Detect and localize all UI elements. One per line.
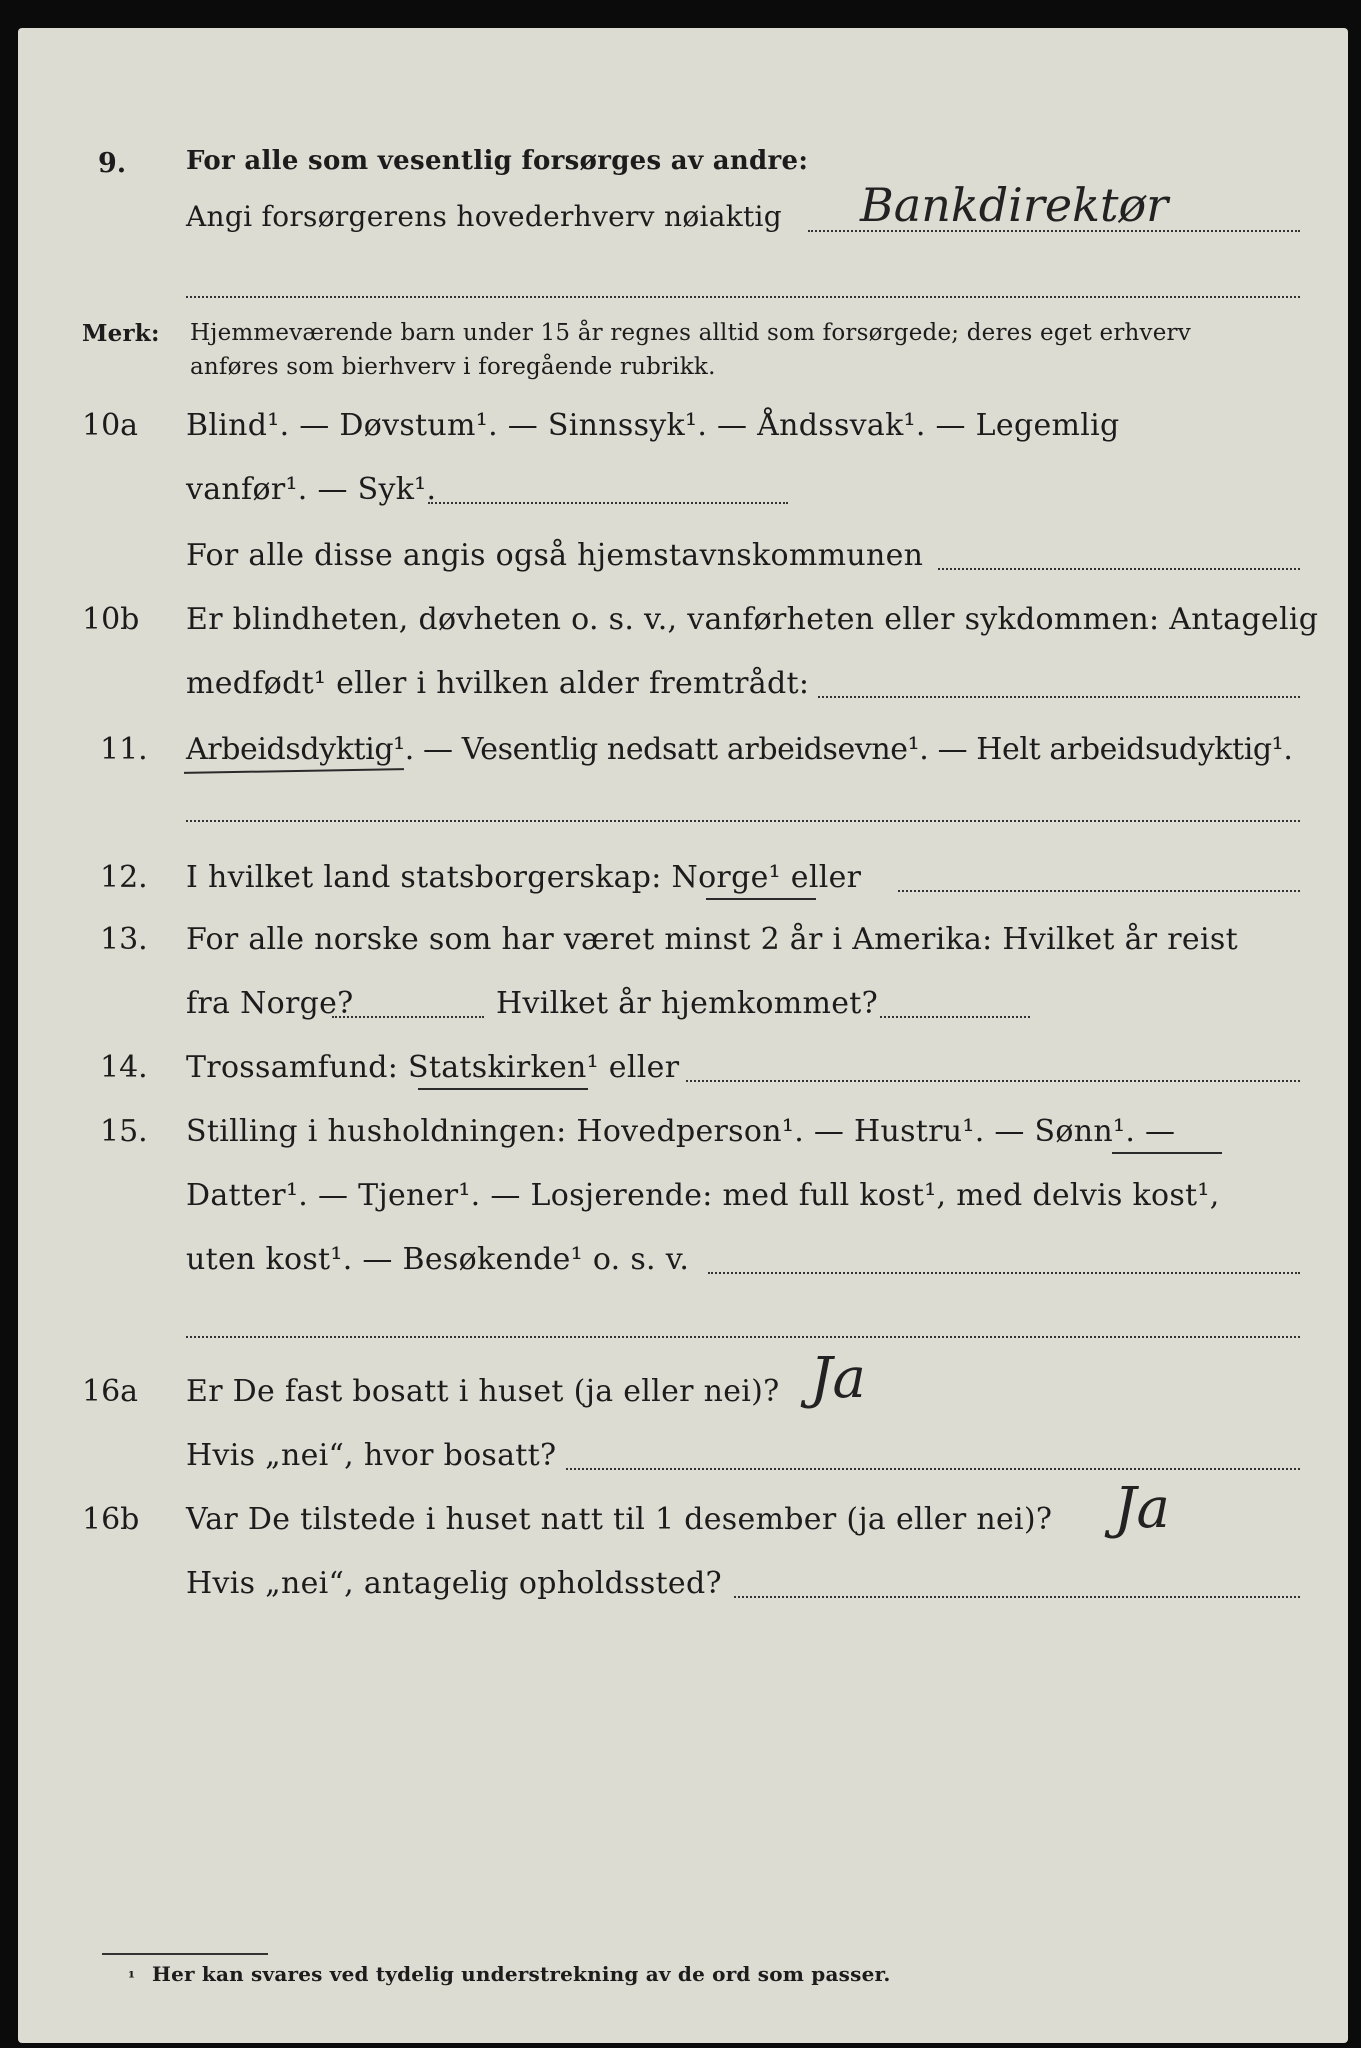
q12-line1: I hvilket land statsborgerskap: Norge¹ eller — [186, 860, 862, 895]
q9-number: 9. — [98, 148, 127, 179]
q16a-line1: Er De fast bosatt i huset (ja eller nei)? — [186, 1374, 780, 1409]
q15-line3: uten kost¹. — Besøkende¹ o. s. v. — [186, 1242, 690, 1277]
q16b-line1: Var De tilstede i huset natt til 1 desember (ja eller nei)? — [186, 1502, 1053, 1537]
q16a-line2: Hvis „nei“, hvor bosatt? — [186, 1438, 557, 1473]
q10a-line2-answer-line — [428, 502, 788, 504]
q12-underline-norge — [706, 898, 816, 900]
q16a-answer-line — [566, 1468, 1300, 1470]
q15-line2: Datter¹. — Tjener¹. — Losjerende: med full kost¹, med delvis kost¹, — [186, 1178, 1220, 1213]
merk-line2: anføres som bierhverv i foregående rubrikk. — [190, 354, 716, 380]
merk-line1: Hjemmeværende barn under 15 år regnes alltid som forsørgede; deres eget erhverv — [190, 320, 1191, 346]
q14-underline-statskirken — [418, 1088, 588, 1090]
q16a-number: 16a — [82, 1374, 139, 1409]
q10a-line3-answer-line — [938, 568, 1300, 570]
q10b-line1: Er blindheten, døvheten o. s. v., vanførheten eller sykdommen: Antagelig — [186, 602, 1319, 637]
q16b-line2: Hvis „nei“, antagelig opholdssted? — [186, 1566, 722, 1601]
q13-number: 13. — [100, 922, 148, 957]
q9-handwritten-answer: Bankdirektør — [860, 178, 1169, 232]
q9-extra-line — [186, 296, 1300, 298]
q11-underline-arbeidsdyktig — [184, 768, 404, 774]
q15-underline-sonn — [1112, 1152, 1222, 1154]
q10a-number: 10a — [82, 408, 139, 443]
q12-answer-line — [898, 890, 1300, 892]
q10a-line3: For alle disse angis også hjemstavnskommunen — [186, 538, 924, 573]
footnote-text: Her kan svares ved tydelig understrekning av de ord som passer. — [152, 1962, 891, 1986]
q9-line1: For alle som vesentlig forsørges av andre: — [186, 146, 809, 176]
census-form-page — [18, 28, 1348, 2043]
q15-line1: Stilling i husholdningen: Hovedperson¹. — Hustru¹. — Sønn¹. — — [186, 1114, 1176, 1149]
q15-answer-line — [708, 1272, 1300, 1274]
q13-line2b: Hvilket år hjemkommet? — [496, 986, 879, 1021]
q16b-number: 16b — [82, 1502, 140, 1537]
q13-left-answer-line — [332, 1016, 484, 1018]
q14-answer-line — [686, 1080, 1300, 1082]
q10a-line1: Blind¹. — Døvstum¹. — Sinnssyk¹. — Åndssvak¹. — Legemlig — [186, 408, 1120, 443]
q11-extra-line — [186, 820, 1300, 822]
q14-number: 14. — [100, 1050, 148, 1085]
q15-extra-line — [186, 1336, 1300, 1338]
q16a-handwritten-answer: Ja — [810, 1346, 866, 1411]
q16b-answer-line — [734, 1596, 1300, 1598]
q10a-line2: vanfør¹. — Syk¹. — [186, 472, 437, 507]
q11-number: 11. — [100, 732, 148, 767]
q14-line1: Trossamfund: Statskirken¹ eller — [186, 1050, 680, 1085]
q10b-answer-line — [818, 696, 1300, 698]
q13-right-answer-line — [880, 1016, 1030, 1018]
merk-label: Merk: — [82, 320, 160, 347]
q12-number: 12. — [100, 860, 148, 895]
q15-number: 15. — [100, 1114, 148, 1149]
q13-line2a: fra Norge? — [186, 986, 354, 1021]
q11-line1: Arbeidsdyktig¹. — Vesentlig nedsatt arbeidsevne¹. — Helt arbeidsudyktig¹. — [186, 732, 1293, 767]
footnote-rule — [102, 1953, 268, 1955]
q10b-line2: medfødt¹ eller i hvilken alder fremtrådt: — [186, 666, 810, 701]
q9-line2: Angi forsørgerens hovederhverv nøiaktig — [186, 200, 783, 233]
footnote-mark: ¹ — [128, 1968, 136, 1987]
q13-line1: For alle norske som har været minst 2 år i Amerika: Hvilket år reist — [186, 922, 1238, 957]
q10b-number: 10b — [82, 602, 140, 637]
q16b-handwritten-answer: Ja — [1114, 1476, 1170, 1541]
